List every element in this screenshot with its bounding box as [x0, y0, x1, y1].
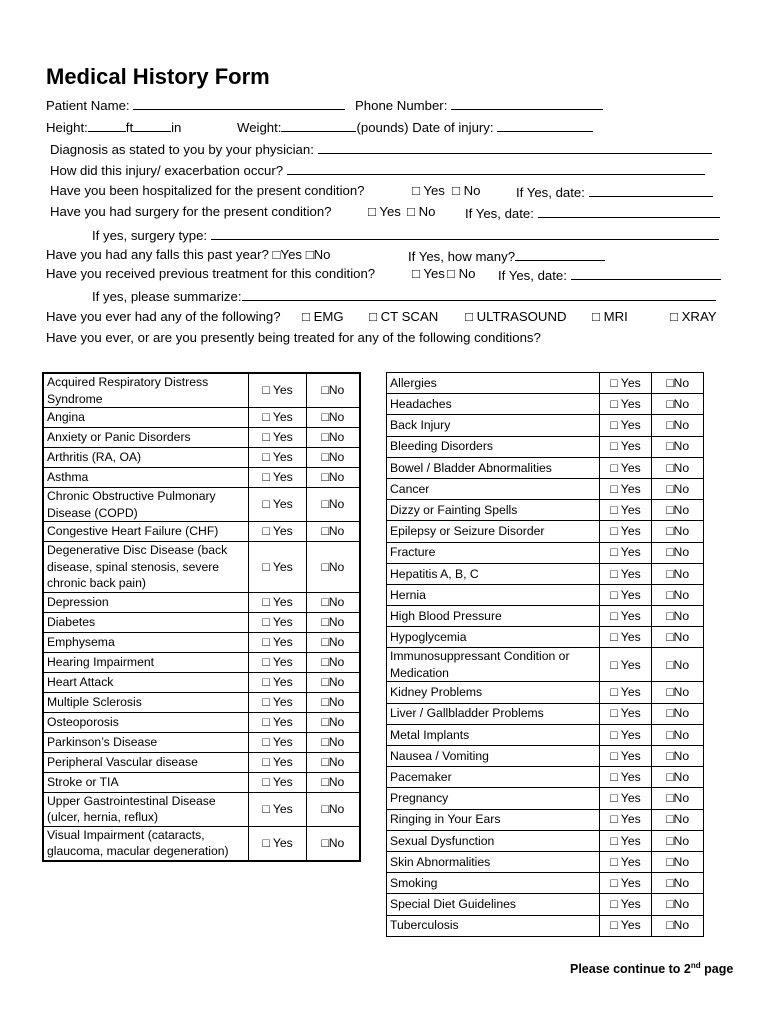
- treatment-yes-checkbox[interactable]: □ Yes: [412, 266, 445, 281]
- height-label: Height:: [46, 120, 88, 135]
- summarize-field[interactable]: [242, 287, 716, 301]
- condition-yes-checkbox[interactable]: □ Yes: [599, 542, 652, 563]
- condition-no-checkbox[interactable]: □No: [306, 592, 360, 612]
- condition-name: Hernia: [387, 584, 600, 605]
- condition-row: [43, 712, 360, 732]
- condition-name: Arthritis (RA, OA): [43, 448, 249, 468]
- condition-no-checkbox[interactable]: □No: [652, 373, 704, 394]
- condition-row: [43, 468, 360, 488]
- condition-name: Pregnancy: [387, 788, 600, 809]
- condition-yes-checkbox[interactable]: □ Yes: [249, 522, 306, 542]
- condition-name: Dizzy or Fainting Spells: [387, 500, 600, 521]
- condition-name: Liver / Gallbladder Problems: [387, 703, 600, 724]
- surgery-type-row: [92, 226, 719, 244]
- hospitalized-date-label: If Yes, date:: [516, 185, 585, 200]
- condition-row: [43, 542, 360, 593]
- condition-no-checkbox[interactable]: □No: [652, 894, 704, 915]
- condition-no-checkbox[interactable]: □No: [652, 851, 704, 872]
- condition-row: [387, 746, 704, 767]
- condition-name: Diabetes: [43, 612, 249, 632]
- condition-no-checkbox[interactable]: □No: [652, 648, 704, 682]
- condition-no-checkbox[interactable]: □No: [652, 682, 704, 703]
- height-weight-row: [46, 118, 181, 136]
- condition-no-checkbox[interactable]: □No: [652, 915, 704, 936]
- condition-name: Heart Attack: [43, 672, 249, 692]
- falls-count-row: [408, 247, 605, 265]
- condition-no-checkbox[interactable]: □No: [306, 826, 360, 861]
- condition-no-checkbox[interactable]: □No: [652, 830, 704, 851]
- condition-name: Sexual Dysfunction: [387, 830, 600, 851]
- condition-yes-checkbox[interactable]: □ Yes: [599, 809, 652, 830]
- conditions-table-left: [42, 372, 361, 862]
- condition-row: [387, 788, 704, 809]
- continue-note-tail: page: [700, 962, 734, 977]
- condition-yes-checkbox[interactable]: □ Yes: [249, 373, 306, 408]
- condition-row: [387, 851, 704, 872]
- hospitalized-no-checkbox[interactable]: □ No: [452, 183, 481, 198]
- falls-count-label: If Yes, how many?: [408, 249, 516, 264]
- condition-no-checkbox[interactable]: □No: [306, 468, 360, 488]
- condition-name: Angina: [43, 408, 249, 428]
- condition-name: Bleeding Disorders: [387, 436, 600, 457]
- condition-row: [387, 682, 704, 703]
- condition-yes-checkbox[interactable]: □ Yes: [599, 394, 652, 415]
- condition-no-checkbox[interactable]: □No: [652, 394, 704, 415]
- condition-name: Back Injury: [387, 415, 600, 436]
- condition-row: [43, 672, 360, 692]
- condition-no-checkbox[interactable]: □No: [652, 500, 704, 521]
- condition-no-checkbox[interactable]: □No: [306, 632, 360, 652]
- continue-note-text: Please continue to 2: [570, 962, 691, 977]
- condition-no-checkbox[interactable]: □No: [306, 522, 360, 542]
- condition-name: Allergies: [387, 373, 600, 394]
- condition-row: [43, 592, 360, 612]
- condition-row: [387, 767, 704, 788]
- summarize-row: [92, 287, 716, 305]
- continue-note: [570, 961, 733, 976]
- condition-yes-checkbox[interactable]: □ Yes: [599, 703, 652, 724]
- condition-name: Tuberculosis: [387, 915, 600, 936]
- condition-no-checkbox[interactable]: □No: [306, 692, 360, 712]
- condition-yes-checkbox[interactable]: □ Yes: [249, 772, 306, 792]
- condition-row: [43, 612, 360, 632]
- condition-row: [387, 394, 704, 415]
- condition-row: [387, 873, 704, 894]
- condition-no-checkbox[interactable]: □No: [306, 428, 360, 448]
- emg-checkbox[interactable]: □ EMG: [302, 309, 344, 324]
- condition-no-checkbox[interactable]: □No: [652, 788, 704, 809]
- condition-yes-checkbox[interactable]: □ Yes: [249, 692, 306, 712]
- surgery-label: Have you had surgery for the present condition?: [50, 204, 332, 219]
- condition-yes-checkbox[interactable]: □ Yes: [599, 436, 652, 457]
- condition-yes-checkbox[interactable]: □ Yes: [599, 606, 652, 627]
- falls-yes-checkbox[interactable]: □Yes: [272, 247, 303, 262]
- condition-no-checkbox[interactable]: □No: [652, 521, 704, 542]
- condition-row: [43, 792, 360, 826]
- condition-row: [43, 373, 360, 408]
- condition-yes-checkbox[interactable]: □ Yes: [599, 682, 652, 703]
- condition-no-checkbox[interactable]: □No: [652, 457, 704, 478]
- condition-name: Acquired Respiratory Distress Syndrome: [43, 373, 249, 408]
- condition-no-checkbox[interactable]: □No: [652, 415, 704, 436]
- condition-row: [387, 436, 704, 457]
- condition-no-checkbox[interactable]: □No: [652, 584, 704, 605]
- condition-name: Hepatitis A, B, C: [387, 563, 600, 584]
- condition-name: Immunosuppressant Condition or Medication: [387, 648, 600, 682]
- diagnosis-field[interactable]: [318, 140, 712, 154]
- condition-yes-checkbox[interactable]: □ Yes: [599, 788, 652, 809]
- diagnosis-row: [50, 140, 712, 158]
- condition-name: Emphysema: [43, 632, 249, 652]
- condition-row: [43, 428, 360, 448]
- condition-no-checkbox[interactable]: □No: [306, 712, 360, 732]
- condition-row: [387, 457, 704, 478]
- surgery-type-field[interactable]: [211, 226, 719, 240]
- condition-row: [387, 373, 704, 394]
- condition-yes-checkbox[interactable]: □ Yes: [599, 724, 652, 745]
- condition-name: Pacemaker: [387, 767, 600, 788]
- page-title: Medical History Form: [46, 64, 270, 89]
- weight-row: [237, 118, 593, 136]
- condition-row: [387, 830, 704, 851]
- surgery-type-label: If yes, surgery type:: [92, 228, 208, 243]
- date-of-injury-field[interactable]: [497, 118, 593, 132]
- condition-yes-checkbox[interactable]: □ Yes: [249, 542, 306, 593]
- condition-yes-checkbox[interactable]: □ Yes: [249, 468, 306, 488]
- condition-yes-checkbox[interactable]: □ Yes: [249, 448, 306, 468]
- condition-yes-checkbox[interactable]: □ Yes: [249, 732, 306, 752]
- condition-no-checkbox[interactable]: □No: [306, 652, 360, 672]
- condition-no-checkbox[interactable]: □No: [652, 809, 704, 830]
- phone-number-label: Phone Number:: [355, 98, 448, 113]
- condition-yes-checkbox[interactable]: □ Yes: [599, 746, 652, 767]
- condition-name: Special Diet Guidelines: [387, 894, 600, 915]
- condition-yes-checkbox[interactable]: □ Yes: [249, 652, 306, 672]
- condition-row: [43, 652, 360, 672]
- condition-name: Congestive Heart Failure (CHF): [43, 522, 249, 542]
- surgery-no-checkbox[interactable]: □ No: [407, 204, 436, 219]
- hospitalized-row: [50, 183, 365, 199]
- condition-row: [387, 894, 704, 915]
- surgery-date-field[interactable]: [538, 204, 720, 218]
- condition-name: Multiple Sclerosis: [43, 692, 249, 712]
- treatment-date-row: [498, 266, 721, 284]
- condition-row: [43, 522, 360, 542]
- condition-yes-checkbox[interactable]: □ Yes: [249, 752, 306, 772]
- condition-yes-checkbox[interactable]: □ Yes: [599, 648, 652, 682]
- surgery-date-label: If Yes, date:: [465, 206, 534, 221]
- hospitalized-label: Have you been hospitalized for the present condition?: [50, 183, 365, 198]
- condition-no-checkbox[interactable]: □No: [652, 746, 704, 767]
- condition-no-checkbox[interactable]: □No: [652, 724, 704, 745]
- falls-no-checkbox[interactable]: □No: [305, 247, 331, 262]
- falls-count-field[interactable]: [515, 247, 605, 261]
- condition-row: [387, 563, 704, 584]
- surgery-row: [50, 204, 332, 220]
- condition-name: Fracture: [387, 542, 600, 563]
- feet-label: ft: [125, 120, 134, 135]
- condition-yes-checkbox[interactable]: □ Yes: [599, 563, 652, 584]
- condition-yes-checkbox[interactable]: □ Yes: [249, 826, 306, 861]
- condition-row: [43, 692, 360, 712]
- condition-name: Peripheral Vascular disease: [43, 752, 249, 772]
- injury-cause-label: How did this injury/ exacerbation occur?: [50, 163, 284, 178]
- condition-name: Parkinson’s Disease: [43, 732, 249, 752]
- condition-name: Osteoporosis: [43, 712, 249, 732]
- condition-name: Skin Abnormalities: [387, 851, 600, 872]
- condition-row: [387, 521, 704, 542]
- condition-row: [43, 488, 360, 522]
- condition-yes-checkbox[interactable]: □ Yes: [599, 521, 652, 542]
- condition-row: [43, 752, 360, 772]
- patient-name-field[interactable]: [133, 96, 345, 110]
- condition-yes-checkbox[interactable]: □ Yes: [249, 592, 306, 612]
- injury-cause-field[interactable]: [287, 161, 705, 175]
- condition-yes-checkbox[interactable]: □ Yes: [599, 894, 652, 915]
- condition-yes-checkbox[interactable]: □ Yes: [249, 792, 306, 826]
- condition-yes-checkbox[interactable]: □ Yes: [249, 612, 306, 632]
- condition-row: [387, 415, 704, 436]
- phone-row: [355, 96, 603, 114]
- weight-label: Weight:: [237, 120, 282, 135]
- condition-row: [387, 500, 704, 521]
- condition-row: [43, 408, 360, 428]
- condition-name: Ringing in Your Ears: [387, 809, 600, 830]
- height-inches-field[interactable]: [133, 118, 171, 132]
- condition-no-checkbox[interactable]: □No: [306, 752, 360, 772]
- summarize-label: If yes, please summarize:: [92, 289, 242, 304]
- treatment-no-checkbox[interactable]: □ No: [447, 266, 476, 281]
- condition-yes-checkbox[interactable]: □ Yes: [599, 478, 652, 499]
- condition-no-checkbox[interactable]: □No: [306, 542, 360, 593]
- surgery-yes-checkbox[interactable]: □ Yes: [368, 204, 401, 219]
- condition-no-checkbox[interactable]: □No: [652, 627, 704, 648]
- condition-row: [387, 478, 704, 499]
- condition-name: Hypoglycemia: [387, 627, 600, 648]
- condition-row: [387, 809, 704, 830]
- condition-name: Nausea / Vomiting: [387, 746, 600, 767]
- imaging-row: [46, 309, 281, 325]
- condition-name: Kidney Problems: [387, 682, 600, 703]
- condition-no-checkbox[interactable]: □No: [306, 672, 360, 692]
- treatment-date-label: If Yes, date:: [498, 268, 567, 283]
- condition-no-checkbox[interactable]: □No: [652, 873, 704, 894]
- falls-label: Have you had any falls this past year?: [46, 247, 269, 262]
- condition-row: [387, 648, 704, 682]
- condition-name: Bowel / Bladder Abnormalities: [387, 457, 600, 478]
- condition-yes-checkbox[interactable]: □ Yes: [599, 627, 652, 648]
- condition-no-checkbox[interactable]: □No: [306, 612, 360, 632]
- condition-row: [387, 915, 704, 936]
- condition-name: Stroke or TIA: [43, 772, 249, 792]
- xray-checkbox[interactable]: □ XRAY: [670, 309, 717, 324]
- condition-no-checkbox[interactable]: □No: [306, 373, 360, 408]
- injury-cause-row: [50, 161, 705, 179]
- condition-yes-checkbox[interactable]: □ Yes: [599, 830, 652, 851]
- condition-name: Anxiety or Panic Disorders: [43, 428, 249, 448]
- condition-name: Degenerative Disc Disease (back disease, spinal stenosis, severe chronic back pain): [43, 542, 249, 593]
- condition-name: Epilepsy or Seizure Disorder: [387, 521, 600, 542]
- previous-treatment-label: Have you received previous treatment for this condition?: [46, 266, 376, 281]
- condition-yes-checkbox[interactable]: □ Yes: [599, 873, 652, 894]
- condition-yes-checkbox[interactable]: □ Yes: [599, 415, 652, 436]
- condition-name: Asthma: [43, 468, 249, 488]
- condition-no-checkbox[interactable]: □No: [306, 792, 360, 826]
- condition-name: Upper Gastrointestinal Disease (ulcer, hernia, reflux): [43, 792, 249, 826]
- condition-no-checkbox[interactable]: □No: [652, 606, 704, 627]
- date-of-injury-label: (pounds) Date of injury:: [356, 120, 494, 135]
- condition-yes-checkbox[interactable]: □ Yes: [599, 767, 652, 788]
- patient-name-row: [46, 96, 345, 114]
- condition-no-checkbox[interactable]: □No: [306, 408, 360, 428]
- surgery-date-row: [465, 204, 720, 222]
- ultrasound-checkbox[interactable]: □ ULTRASOUND: [465, 309, 567, 324]
- condition-row: [43, 632, 360, 652]
- condition-no-checkbox[interactable]: □No: [306, 448, 360, 468]
- imaging-label: Have you ever had any of the following?: [46, 309, 281, 324]
- condition-row: [387, 703, 704, 724]
- condition-no-checkbox[interactable]: □No: [652, 703, 704, 724]
- inches-label: in: [171, 120, 182, 135]
- ct-scan-checkbox[interactable]: □ CT SCAN: [369, 309, 439, 324]
- condition-no-checkbox[interactable]: □No: [652, 542, 704, 563]
- condition-row: [387, 542, 704, 563]
- hospitalized-date-row: [516, 183, 713, 201]
- condition-yes-checkbox[interactable]: □ Yes: [249, 428, 306, 448]
- diagnosis-label: Diagnosis as stated to you by your physician:: [50, 142, 314, 157]
- condition-no-checkbox[interactable]: □No: [306, 772, 360, 792]
- condition-yes-checkbox[interactable]: □ Yes: [599, 373, 652, 394]
- condition-name: Depression: [43, 592, 249, 612]
- continue-note-sup: nd: [690, 961, 701, 970]
- condition-row: [43, 826, 360, 861]
- condition-name: Headaches: [387, 394, 600, 415]
- previous-treatment-row: [46, 266, 375, 282]
- condition-row: [387, 724, 704, 745]
- mri-checkbox[interactable]: □ MRI: [592, 309, 628, 324]
- condition-row: [43, 772, 360, 792]
- condition-yes-checkbox[interactable]: □ Yes: [249, 488, 306, 522]
- patient-name-label: Patient Name:: [46, 98, 130, 113]
- condition-name: Metal Implants: [387, 724, 600, 745]
- treatment-date-field[interactable]: [571, 266, 721, 280]
- condition-yes-checkbox[interactable]: □ Yes: [599, 584, 652, 605]
- weight-field[interactable]: [281, 118, 356, 132]
- condition-no-checkbox[interactable]: □No: [306, 732, 360, 752]
- hospitalized-date-field[interactable]: [589, 183, 713, 197]
- condition-yes-checkbox[interactable]: □ Yes: [599, 500, 652, 521]
- condition-name: High Blood Pressure: [387, 606, 600, 627]
- condition-name: Cancer: [387, 478, 600, 499]
- condition-yes-checkbox[interactable]: □ Yes: [599, 851, 652, 872]
- condition-row: [387, 584, 704, 605]
- condition-yes-checkbox[interactable]: □ Yes: [249, 672, 306, 692]
- falls-row: [46, 247, 331, 263]
- conditions-table-right: [386, 372, 704, 937]
- condition-no-checkbox[interactable]: □No: [652, 478, 704, 499]
- condition-no-checkbox[interactable]: □No: [652, 767, 704, 788]
- hospitalized-yes-checkbox[interactable]: □ Yes: [412, 183, 445, 198]
- condition-no-checkbox[interactable]: □No: [652, 563, 704, 584]
- conditions-intro: Have you ever, or are you presently being treated for any of the following conditions?: [46, 330, 541, 345]
- condition-row: [387, 606, 704, 627]
- condition-name: Visual Impairment (cataracts, glaucoma, macular degeneration): [43, 826, 249, 861]
- condition-yes-checkbox[interactable]: □ Yes: [249, 632, 306, 652]
- condition-name: Smoking: [387, 873, 600, 894]
- condition-no-checkbox[interactable]: □No: [652, 436, 704, 457]
- condition-yes-checkbox[interactable]: □ Yes: [249, 712, 306, 732]
- condition-row: [43, 732, 360, 752]
- condition-name: Chronic Obstructive Pulmonary Disease (COPD): [43, 488, 249, 522]
- height-feet-field[interactable]: [88, 118, 126, 132]
- condition-row: [387, 627, 704, 648]
- condition-no-checkbox[interactable]: □No: [306, 488, 360, 522]
- condition-name: Hearing Impairment: [43, 652, 249, 672]
- condition-yes-checkbox[interactable]: □ Yes: [599, 915, 652, 936]
- condition-yes-checkbox[interactable]: □ Yes: [249, 408, 306, 428]
- condition-row: [43, 448, 360, 468]
- phone-number-field[interactable]: [451, 96, 603, 110]
- condition-yes-checkbox[interactable]: □ Yes: [599, 457, 652, 478]
